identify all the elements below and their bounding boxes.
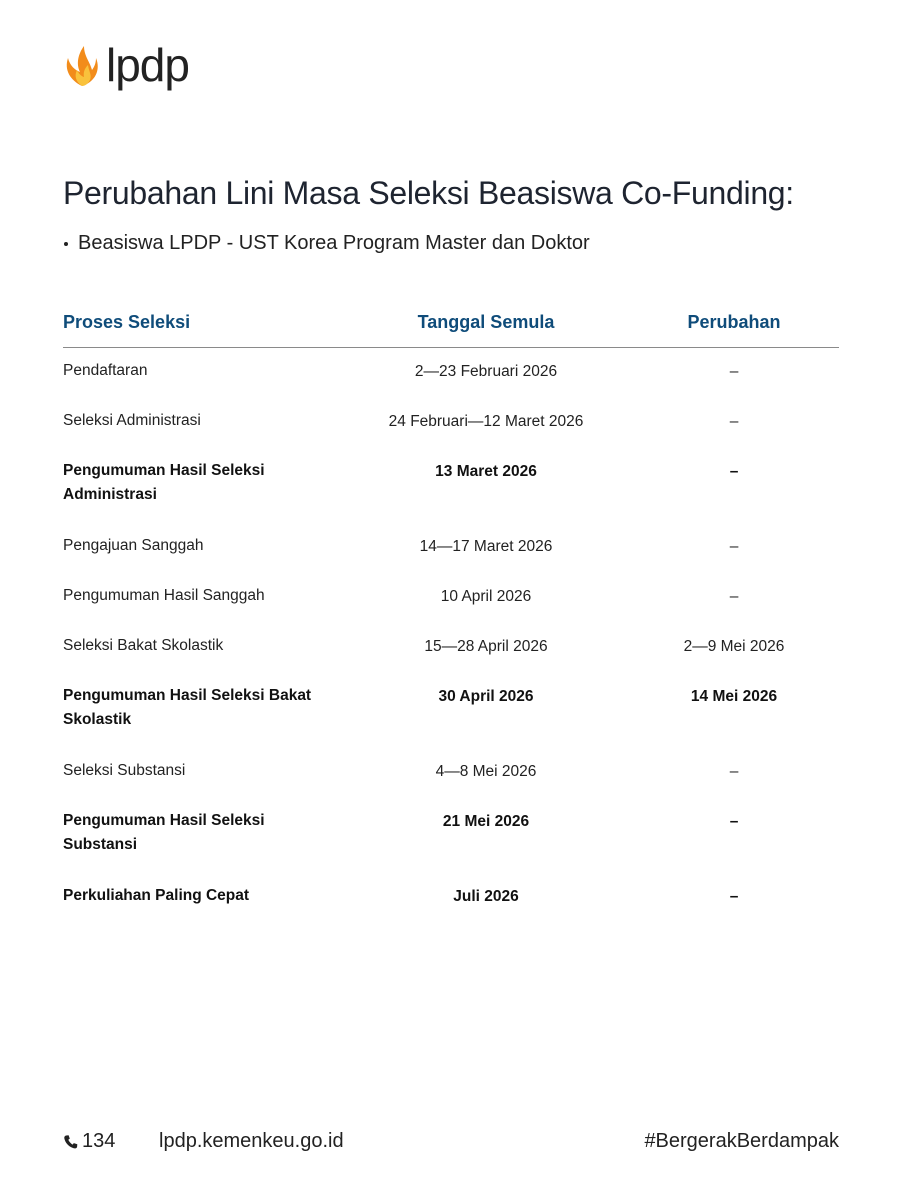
process-cell: Pengumuman Hasil Sanggah xyxy=(63,587,265,604)
phone-contact xyxy=(63,1130,115,1153)
subtitle-text: Beasiswa LPDP - UST Korea Program Master dan Doktor xyxy=(78,232,590,254)
process-cell: Seleksi Administrasi xyxy=(63,412,201,429)
table-row xyxy=(63,684,839,759)
footer xyxy=(63,1130,839,1158)
change-cell: – xyxy=(729,363,739,380)
header-process: Proses Seleksi xyxy=(63,312,191,332)
process-cell: Pengumuman Hasil Seleksi Substansi xyxy=(63,812,265,853)
original-date-cell: 30 April 2026 xyxy=(438,688,534,705)
table-row xyxy=(63,809,839,884)
table-row xyxy=(63,584,839,634)
change-cell: – xyxy=(729,588,739,605)
process-cell: Pengumuman Hasil Seleksi Bakat Skolastik xyxy=(63,687,312,728)
original-date-cell: 2—23 Februari 2026 xyxy=(414,363,558,380)
process-cell: Seleksi Substansi xyxy=(63,762,186,779)
schedule-table xyxy=(63,306,839,934)
process-cell: Pengumuman Hasil Seleksi Administrasi xyxy=(63,462,265,503)
original-date-cell: 24 Februari—12 Maret 2026 xyxy=(388,413,584,430)
original-date-cell: Juli 2026 xyxy=(453,888,519,905)
page-title: Perubahan Lini Masa Seleksi Beasiswa Co-Funding: xyxy=(63,175,794,211)
change-cell: – xyxy=(729,463,739,480)
website-link[interactable]: lpdp.kemenkeu.go.id xyxy=(159,1130,344,1152)
phone-icon xyxy=(63,1134,79,1150)
header-change: Perubahan xyxy=(687,312,781,332)
process-cell: Seleksi Bakat Skolastik xyxy=(63,637,224,654)
table-row xyxy=(63,759,839,809)
change-cell: 14 Mei 2026 xyxy=(690,688,778,705)
process-cell: Pengajuan Sanggah xyxy=(63,537,204,554)
phone-number: 134 xyxy=(82,1130,116,1152)
process-cell: Perkuliahan Paling Cepat xyxy=(63,887,250,904)
original-date-cell: 13 Maret 2026 xyxy=(435,463,537,480)
hashtag: #BergerakBerdampak xyxy=(644,1130,839,1152)
change-cell: – xyxy=(729,763,739,780)
subtitle xyxy=(63,232,590,255)
table-header xyxy=(63,306,839,348)
table-row xyxy=(63,634,839,684)
process-cell: Pendaftaran xyxy=(63,362,148,379)
change-cell: 2—9 Mei 2026 xyxy=(683,638,785,655)
original-date-cell: 14—17 Maret 2026 xyxy=(419,538,553,555)
change-cell: – xyxy=(729,813,739,830)
table-row xyxy=(63,459,839,534)
change-cell: – xyxy=(729,888,739,905)
flame-logo-icon xyxy=(62,42,102,88)
change-cell: – xyxy=(729,413,739,430)
bullet-icon xyxy=(64,242,68,246)
original-date-cell: 10 April 2026 xyxy=(440,588,532,605)
lpdp-logo xyxy=(62,39,189,91)
table-body xyxy=(63,359,839,934)
logo-wordmark: lpdp xyxy=(106,39,189,91)
table-row xyxy=(63,409,839,459)
table-row xyxy=(63,359,839,409)
table-row xyxy=(63,534,839,584)
original-date-cell: 15—28 April 2026 xyxy=(424,638,548,655)
original-date-cell: 4—8 Mei 2026 xyxy=(435,763,537,780)
change-cell: – xyxy=(729,538,739,555)
header-original-date: Tanggal Semula xyxy=(417,312,555,332)
original-date-cell: 21 Mei 2026 xyxy=(442,813,530,830)
table-row xyxy=(63,884,839,934)
